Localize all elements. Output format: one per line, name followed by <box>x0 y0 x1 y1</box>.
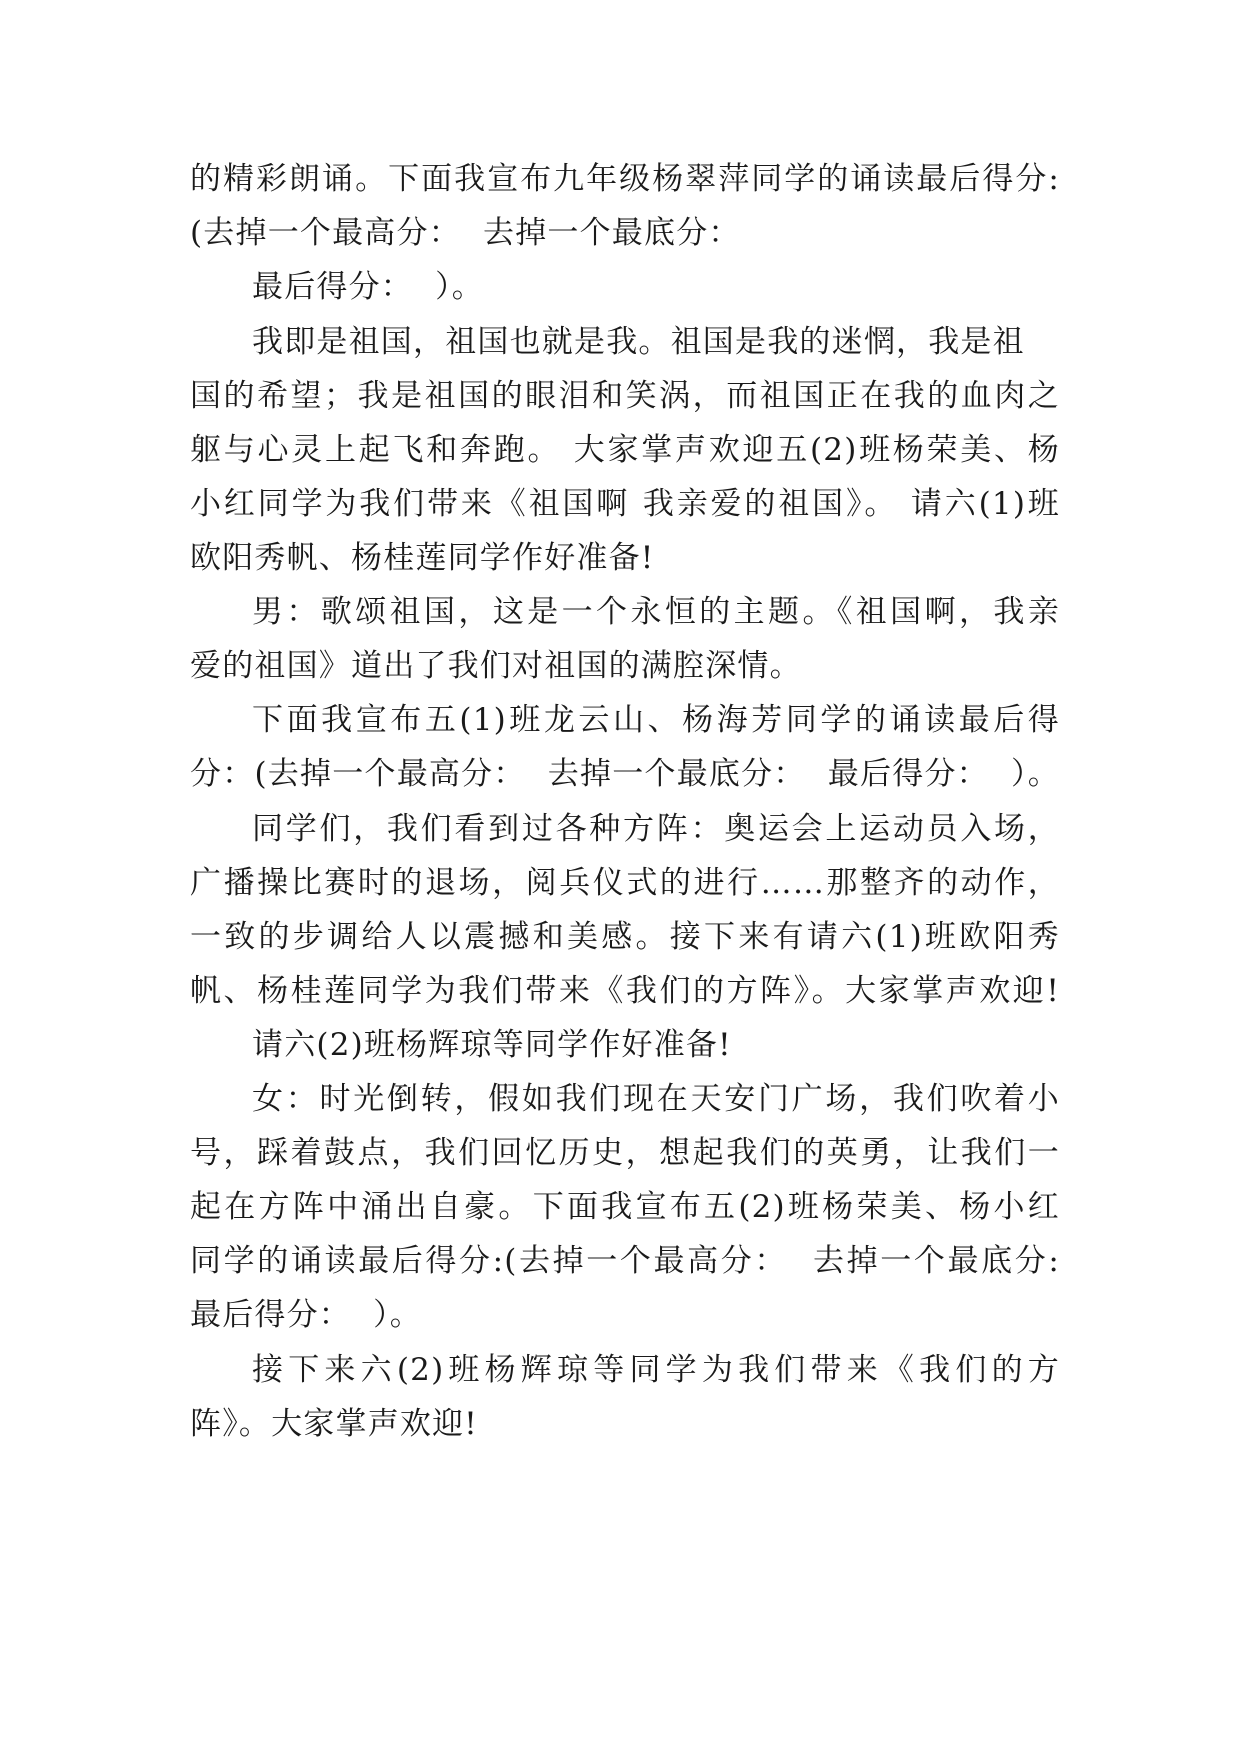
text-line: (去掉一个最高分： 去掉一个最底分： <box>190 215 741 251</box>
text-line: 帆、杨桂莲同学为我们带来《我们的方阵》。大家掌声欢迎! <box>190 973 1060 1009</box>
text-line: 男：歌颂祖国，这是一个永恒的主题。《祖国啊，我亲 <box>252 594 1060 630</box>
text-line: 欧阳秀帆、杨桂莲同学作好准备! <box>190 540 655 576</box>
text-line: 国的希望；我是祖国的眼泪和笑涡，而祖国正在我的血肉之 <box>190 378 1060 414</box>
text-line: 分：(去掉一个最高分： 去掉一个最底分： 最后得分： ）。 <box>190 756 1060 792</box>
text-line: 起在方阵中涌出自豪。下面我宣布五(2)班杨荣美、杨小红 <box>190 1189 1060 1225</box>
text-line: 爱的祖国》道出了我们对祖国的满腔深情。 <box>190 648 802 684</box>
text-line: 号，踩着鼓点，我们回忆历史，想起我们的英勇，让我们一 <box>190 1135 1060 1171</box>
text-line: 一致的步调给人以震撼和美感。接下来有请六(1)班欧阳秀 <box>190 919 1060 955</box>
text-line: 阵》。大家掌声欢迎! <box>190 1406 478 1442</box>
text-line: 同学的诵读最后得分:(去掉一个最高分： 去掉一个最底分: <box>190 1243 1060 1279</box>
text-line: 请六(2)班杨辉琼等同学作好准备! <box>252 1027 732 1063</box>
text-line: 最后得分： ）。 <box>252 269 485 305</box>
text-line: 同学们，我们看到过各种方阵：奥运会上运动员入场， <box>252 811 1060 847</box>
text-line: 广播操比赛时的退场，阅兵仪式的进行……那整齐的动作， <box>190 865 1060 901</box>
text-line: 下面我宣布五(1)班龙云山、杨海芳同学的诵读最后得 <box>252 702 1060 738</box>
text-line: 的精彩朗诵。下面我宣布九年级杨翠萍同学的诵读最后得分: <box>190 161 1060 197</box>
text-line: 躯与心灵上起飞和奔跑。 大家掌声欢迎五(2)班杨荣美、杨 <box>190 432 1060 468</box>
text-line: 小红同学为我们带来《祖国啊 我亲爱的祖国》。 请六(1)班 <box>190 486 1060 522</box>
text-line: 接下来六(2)班杨辉琼等同学为我们带来《我们的方 <box>252 1352 1060 1388</box>
text-line: 最后得分： ）。 <box>190 1297 423 1333</box>
text-line: 我即是祖国，祖国也就是我。祖国是我的迷惘，我是祖 <box>252 324 1025 360</box>
text-line: 女：时光倒转，假如我们现在天安门广场，我们吹着小 <box>252 1081 1060 1117</box>
